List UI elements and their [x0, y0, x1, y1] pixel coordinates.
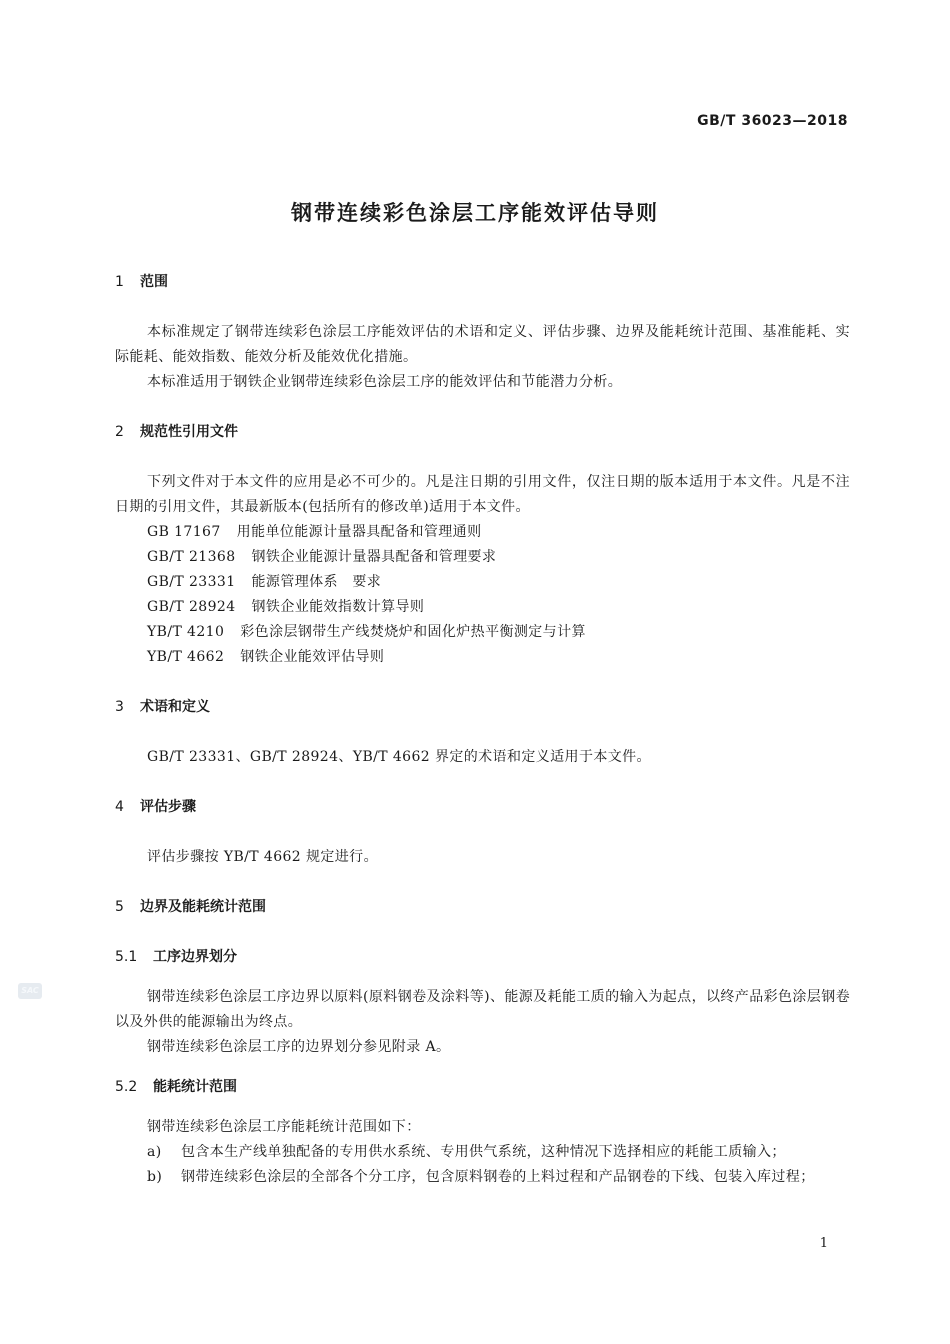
page-number: 1	[819, 1236, 828, 1251]
section-1-heading	[115, 270, 850, 295]
paragraph: 钢带连续彩色涂层工序能耗统计范围如下：	[147, 1119, 421, 1135]
reference-code: GB/T 23331	[147, 574, 236, 590]
section-title: 评估步骤	[140, 799, 196, 815]
section-number: 4	[115, 799, 124, 815]
section-title: 术语和定义	[140, 699, 210, 715]
paragraph: 钢带连续彩色涂层工序边界以原料(原料钢卷及涂料等)、能源及耗能工质的输入为起点，以终产品彩色涂层钢卷以及外供的能源输出为终点。	[115, 989, 850, 1030]
document-code: GB/T 36023—2018	[697, 113, 848, 129]
list-item-text: 包含本生产线单独配备的专用供水系统、专用供气系统，这种情况下选择相应的耗能工质输入；	[181, 1144, 786, 1160]
reference-item	[115, 620, 850, 645]
reference-title: 钢铁企业能效评估导则	[240, 649, 385, 665]
section-2-heading	[115, 420, 850, 445]
section-number: 3	[115, 699, 124, 715]
paragraph: 评估步骤按 YB/T 4662 规定进行。	[147, 849, 378, 865]
document-body	[115, 270, 850, 1190]
list-item-text: 钢带连续彩色涂层的全部各个分工序，包含原料钢卷的上料过程和产品钢卷的下线、包装入库过程；	[181, 1169, 815, 1185]
section-number: 1	[115, 274, 124, 290]
subsection-title: 能耗统计范围	[153, 1079, 237, 1095]
list-marker: a)	[147, 1144, 162, 1160]
section-title: 范围	[140, 274, 168, 290]
subsection-number: 5.1	[115, 949, 138, 965]
reference-item	[115, 595, 850, 620]
reference-code: GB 17167	[147, 524, 221, 540]
paragraph: GB/T 23331、GB/T 28924、YB/T 4662 界定的术语和定义适用于本文件。	[147, 749, 651, 765]
paragraph: 本标准适用于钢铁企业钢带连续彩色涂层工序的能效评估和节能潜力分析。	[147, 374, 623, 390]
reference-title: 能源管理体系 要求	[251, 574, 382, 590]
section-title: 边界及能耗统计范围	[140, 899, 266, 915]
subsection-number: 5.2	[115, 1079, 138, 1095]
subsection-5-1-heading	[115, 945, 850, 970]
reference-code: YB/T 4662	[147, 649, 225, 665]
reference-code: GB/T 28924	[147, 599, 236, 615]
subsection-title: 工序边界划分	[153, 949, 237, 965]
reference-item	[115, 645, 850, 670]
section-5-heading	[115, 895, 850, 920]
section-title: 规范性引用文件	[140, 424, 238, 440]
sac-watermark-logo: SAC	[18, 983, 42, 999]
section-number: 5	[115, 899, 124, 915]
reference-item	[115, 545, 850, 570]
list-item	[115, 1140, 850, 1165]
reference-title: 钢铁企业能源计量器具配备和管理要求	[251, 549, 497, 565]
list-marker: b)	[147, 1169, 163, 1185]
section-3-heading	[115, 695, 850, 720]
paragraph: 下列文件对于本文件的应用是必不可少的。凡是注日期的引用文件，仅注日期的版本适用于本文件。凡是不注日期的引用文件，其最新版本(包括所有的修改单)适用于本文件。	[115, 474, 850, 515]
subsection-5-2-heading	[115, 1075, 850, 1100]
reference-code: GB/T 21368	[147, 549, 236, 565]
reference-code: YB/T 4210	[147, 624, 225, 640]
document-title: 钢带连续彩色涂层工序能效评估导则	[291, 201, 659, 225]
reference-title: 钢铁企业能效指数计算导则	[251, 599, 425, 615]
reference-title: 彩色涂层钢带生产线焚烧炉和固化炉热平衡测定与计算	[240, 624, 586, 640]
reference-item	[115, 570, 850, 595]
reference-item	[115, 520, 850, 545]
reference-title: 用能单位能源计量器具配备和管理通则	[236, 524, 482, 540]
paragraph: 本标准规定了钢带连续彩色涂层工序能效评估的术语和定义、评估步骤、边界及能耗统计范围、基准能耗、实际能耗、能效指数、能效分析及能效优化措施。	[115, 324, 850, 365]
list-item	[115, 1165, 850, 1190]
section-number: 2	[115, 424, 124, 440]
section-4-heading	[115, 795, 850, 820]
paragraph: 钢带连续彩色涂层工序的边界划分参见附录 A。	[147, 1039, 451, 1055]
